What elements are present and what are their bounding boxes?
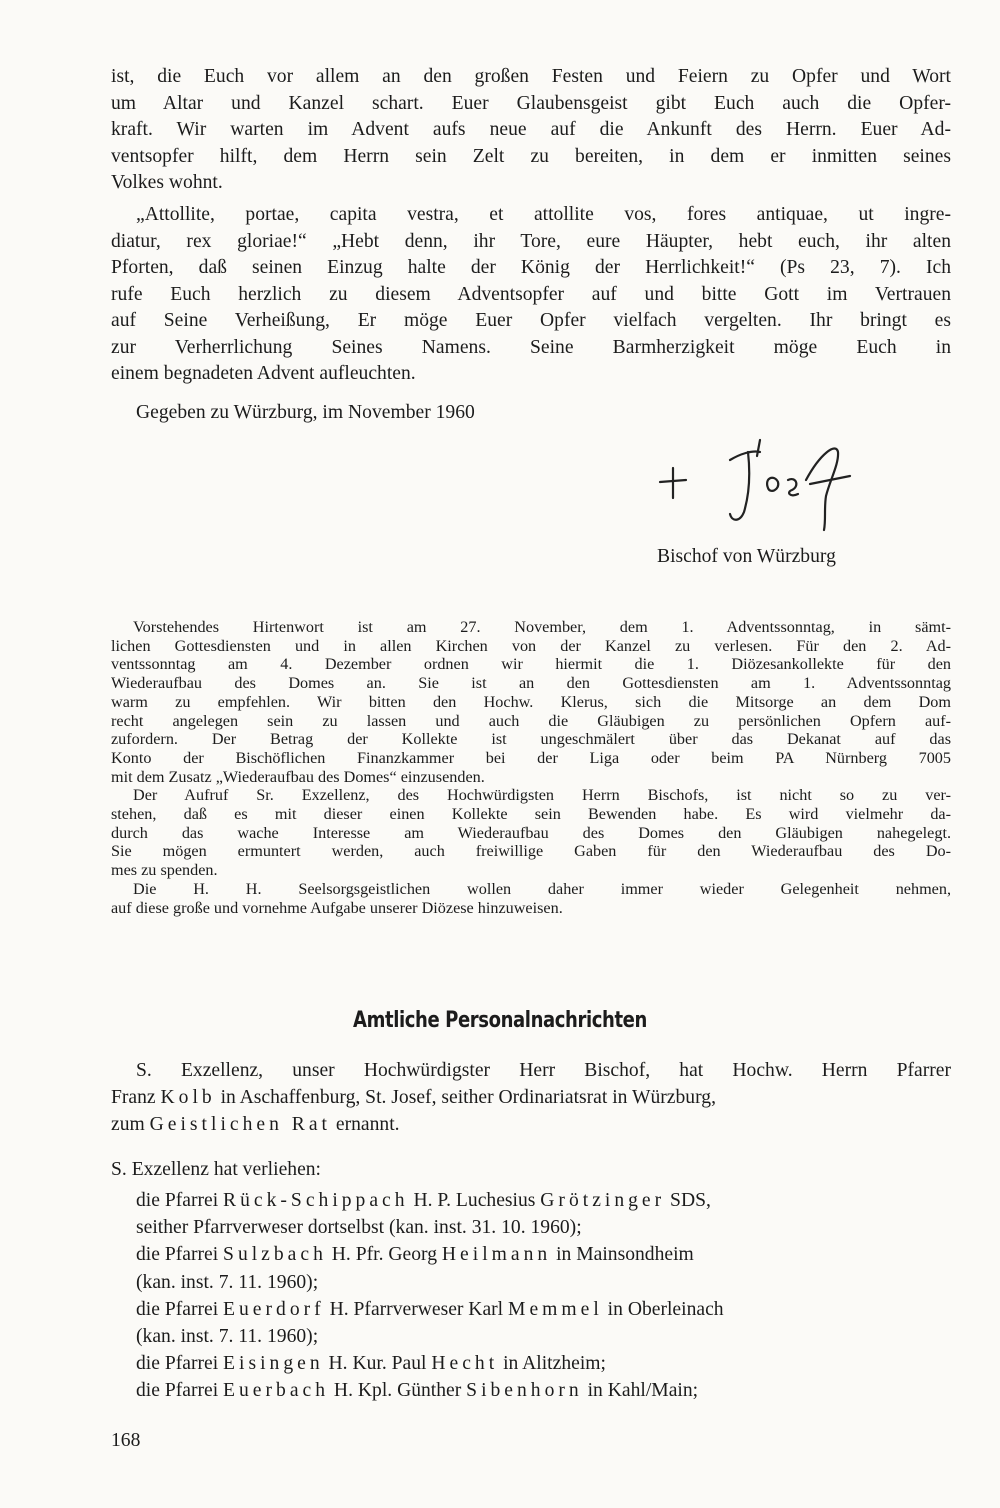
page-number: 168 <box>111 1430 141 1451</box>
list-item <box>136 1377 951 1404</box>
list-text: in Alitzheim; <box>498 1353 606 1375</box>
list-item <box>136 1214 951 1241</box>
list-text: in Oberleinach <box>602 1298 724 1320</box>
letter-p2-line-6: zur Verherrlichung Seines Namens. Seine Barmherzigkeit möge Euch in <box>111 336 951 358</box>
list-text: die Pfarrei <box>136 1244 224 1266</box>
letter-p1-line-1: ist, die Euch vor allem an den großen Festen und Feiern zu Opfer und Wort <box>111 66 951 87</box>
parish-name: Euerdorf <box>223 1298 325 1320</box>
conferred-intro: S. Exzellenz hat verliehen: <box>111 1159 322 1180</box>
list-text: die Pfarrei <box>136 1353 224 1375</box>
list-text: seither Pfarrverweser dortselbst (kan. inst. 31. 10. 1960); <box>136 1217 582 1239</box>
notice-line: warm zu empfehlen. Wir bitten den Hochw. Klerus, sich die Mitsorge an dem Dom <box>111 692 951 711</box>
list-item <box>136 1241 951 1268</box>
list-text: die Pfarrei <box>136 1298 224 1320</box>
list-text: H. Pfarrverweser Karl <box>324 1298 509 1320</box>
priest-name: Grötzinger <box>540 1190 666 1211</box>
list-text: SDS, <box>665 1190 711 1211</box>
notice-line: Sie mögen ermuntert werden, auch freiwillige Gaben für den Wiederaufbau des Do- <box>111 842 951 861</box>
list-text: H. Kpl. Günther <box>329 1380 467 1402</box>
honorary-title: Geistlichen Rat <box>149 1114 331 1135</box>
notice-line: ventssonntag am 4. Dezember ordnen wir hiermit die 1. Diözesankollekte für den <box>111 655 951 674</box>
notice-line: lichen Gottesdiensten und in allen Kirchen von der Kanzel zu verlesen. Für den 2. Ad- <box>111 636 951 655</box>
letter-date: Gegeben zu Würzburg, im November 1960 <box>136 402 475 423</box>
appointment-line-1: S. Exzellenz, unser Hochwürdigster Herr Bischof, hat Hochw. Herrn Pfarrer <box>136 1060 951 1081</box>
notice-line: mit dem Zusatz „Wiederaufbau des Domes“ einzusenden. <box>111 767 485 786</box>
priest-name: Memmel <box>508 1298 603 1320</box>
notice-line: Wiederaufbau des Domes an. Sie ist an den Gottesdiensten am 1. Adventssonntag <box>111 674 951 693</box>
notice-line: durch das wache Interesse am Wiederaufbau des Domes den Gläubigen nahegelegt. <box>111 823 951 842</box>
notice-line: Der Aufruf Sr. Exzellenz, des Hochwürdigsten Herrn Bischofs, ist nicht so zu ver- <box>133 786 951 805</box>
list-text: H. Kur. Paul <box>323 1353 432 1375</box>
list-item <box>136 1296 951 1323</box>
letter-p2-line-3: Pforten, daß seinen Einzug halte der König der Herrlichkeit!“ (Ps 23, 7). Ich <box>111 257 951 278</box>
letter-p1-line-5: Volkes wohnt. <box>111 172 223 193</box>
notice-line: Vorstehendes Hirtenwort ist am 27. November, dem 1. Adventssonntag, in sämt- <box>133 618 951 636</box>
appointment-text: Franz <box>111 1087 161 1108</box>
appointment-line-3 <box>111 1111 951 1138</box>
letter-p1-line-2: um Altar und Kanzel schart. Euer Glaubensgeist gibt Euch auch die Opfer- <box>111 92 951 114</box>
priest-name: Heilmann <box>441 1244 552 1266</box>
list-text: H. P. Luchesius <box>408 1190 541 1211</box>
notice-line: auf diese große und vornehme Aufgabe unserer Diözese hinzuweisen. <box>111 898 563 917</box>
list-item <box>136 1269 951 1296</box>
letter-p2-line-4: rufe Euch herzlich zu diesem Adventsopfer auf und bitte Gott im Vertrauen <box>111 283 951 305</box>
letter-p2-line-1: „Attollite, portae, capita vestra, et attollite vos, fores antiquae, ut ingre- <box>136 204 951 225</box>
letter-p1-line-3: kraft. Wir warten im Advent aufs neue auf die Ankunft des Herrn. Euer Ad- <box>111 119 951 140</box>
notice-line: stehen, daß es mit dieser einen Kollekte sein Bewenden habe. Es wird vielmehr da- <box>111 805 951 824</box>
letter-p1-line-4: ventsopfer hilft, dem Herrn sein Zelt zu bereiten, in dem er inmitten seines <box>111 145 951 167</box>
parish-list <box>136 1187 951 1405</box>
notice-line: recht angelegen sein zu lassen und auch die Gläubigen zu persönlichen Opfern auf- <box>111 711 951 730</box>
list-item <box>136 1350 951 1377</box>
appointee-name: Kolb <box>160 1087 216 1108</box>
parish-name: Eisingen <box>223 1353 324 1375</box>
handwritten-signature <box>640 430 870 540</box>
notice-line: mes zu spenden. <box>111 861 218 880</box>
notice-block <box>111 618 951 917</box>
notice-line: zufordern. Der Betrag der Kollekte ist ungeschmälert über das Dekanat auf das <box>111 730 951 749</box>
parish-name: Euerbach <box>223 1380 330 1402</box>
appointment-text: ernannt. <box>330 1114 400 1135</box>
signatory-title: Bischof von Würzburg <box>657 546 836 567</box>
list-item <box>136 1187 951 1214</box>
letter-p2-line-7: einem begnadeten Advent aufleuchten. <box>111 363 416 384</box>
list-text: die Pfarrei <box>136 1380 224 1402</box>
list-text: H. Pfr. Georg <box>326 1244 442 1266</box>
list-text: (kan. inst. 7. 11. 1960); <box>136 1271 319 1293</box>
notice-line: Die H. H. Seelsorgsgeistlichen wollen daher immer wieder Gelegenheit nehmen, <box>133 879 951 898</box>
list-text: in Kahl/Main; <box>582 1380 699 1402</box>
notice-line: Konto der Bischöflichen Finanzkammer bei der Liga oder beim PA Nürnberg 7005 <box>111 748 951 767</box>
priest-name: Hecht <box>431 1353 499 1375</box>
priest-name: Sibenhorn <box>466 1380 583 1402</box>
letter-p2-line-5: auf Seine Verheißung, Er möge Euer Opfer vielfach vergelten. Ihr bringt es <box>111 310 951 331</box>
appointment-text: in Aschaffenburg, St. Josef, seither Ordinariatsrat in Würzburg, <box>215 1087 716 1108</box>
parish-name: Rück-Schippach <box>223 1190 409 1211</box>
section-heading: Amtliche Personalnachrichten <box>353 1008 647 1033</box>
letter-p2-line-2: diatur, rex gloriae!“ „Hebt denn, ihr Tore, eure Häupter, hebt euch, ihr alten <box>111 230 951 252</box>
list-text: die Pfarrei <box>136 1190 224 1211</box>
appointment-line-2 <box>111 1084 951 1111</box>
list-item <box>136 1323 951 1350</box>
list-text: in Mainsondheim <box>551 1244 694 1266</box>
appointment-text: zum <box>111 1114 150 1135</box>
list-text: (kan. inst. 7. 11. 1960); <box>136 1326 319 1348</box>
parish-name: Sulzbach <box>223 1244 327 1266</box>
